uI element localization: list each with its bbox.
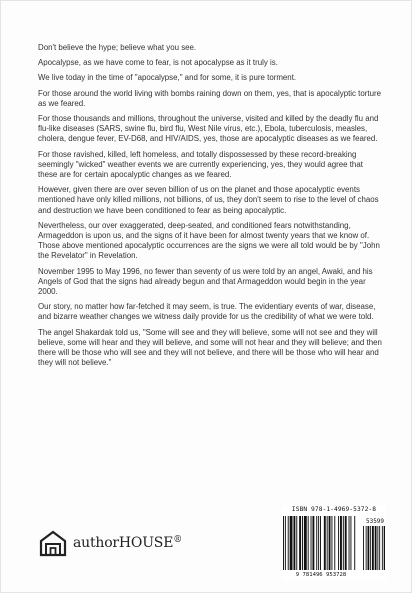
price-code: 53599 (365, 518, 385, 525)
barcode-number: 9 781496 953728 (295, 572, 347, 578)
barcode-bar (338, 516, 339, 570)
addon-bar (363, 526, 364, 570)
barcode-bar (349, 516, 350, 570)
barcode-bar (329, 516, 331, 570)
paragraph: Apocalypse, as we have come to fear, is not apocalypse as it truly is. (38, 58, 278, 68)
barcode-bar (334, 516, 335, 570)
barcode-bar (308, 516, 309, 570)
publisher-logo (38, 529, 182, 557)
barcode-bar (304, 516, 307, 570)
barcode-bar (318, 516, 319, 570)
barcode-bar (345, 516, 347, 570)
barcode-bar (324, 516, 326, 570)
addon-bar (370, 526, 371, 570)
publisher-name-text: authorHOUSE (73, 535, 174, 551)
paragraph: Don't believe the hype; believe what you see. (38, 43, 197, 52)
addon-bar (375, 526, 377, 570)
barcode-bar (288, 516, 289, 570)
barcode-bar (327, 516, 328, 570)
barcode-bar (285, 516, 286, 570)
isbn-barcode (282, 506, 386, 580)
addon-bar (366, 526, 367, 570)
paragraph: For those thousands and millions, throughout the universe, visited and killed by the deadly flu and flu-like diseases (SARS, swine flu, bird flu, West Nile virus, etc.), Ebola, tuberculosis, measles, cholera, dengue fever, EV-D68, and HIV/AIDS, yes, those are apocalyptic diseases as we feared. (38, 114, 379, 144)
barcode-bars (283, 516, 385, 572)
addon-bar (379, 526, 380, 570)
addon-bar (384, 526, 385, 570)
barcode-bar (340, 516, 342, 570)
barcode-bar (290, 516, 293, 570)
authorhouse-house-logo-icon (38, 529, 68, 557)
addon-bar (382, 526, 383, 570)
addon-bar (372, 526, 374, 570)
barcode-bar (311, 516, 312, 570)
publisher-name (73, 535, 182, 551)
barcode-bar (293, 516, 295, 570)
barcode-bar (350, 516, 351, 570)
barcode-bar (354, 516, 355, 570)
paragraph: The angel Shakardak told us, "Some will see and they will believe, some will not see and they will believe, some will hear and they will believe, and some will not hear and they will believe; and then there will be those who will see and they will not believe, and there will be those who will hear and they will not believe." (38, 327, 382, 368)
addon-bar (377, 526, 378, 570)
barcode-bar (299, 516, 301, 570)
barcode-bar (283, 516, 284, 570)
barcode-bar (320, 516, 321, 570)
barcode-bar (343, 516, 344, 570)
addon-bar (368, 526, 370, 570)
paragraph: Nevertheless, our over exaggerated, deep-seated, and conditioned fears notwithstanding, Armageddon is upon us, and the signs of it have been for almost twenty years that we know of. Those above mentioned apocalyptic occurrences are the signs we were all told would be by "John the Revelator" in Revelation. (38, 220, 380, 261)
paragraph: Our story, no matter how far-fetched it may seem, is true. The evidentiary events of war, disease, and bizarre weather changes we witness daily provide for us the credibility of what we were told. (38, 302, 376, 322)
barcode-bar (312, 516, 314, 570)
barcode-bar (302, 516, 303, 570)
paragraph: For those around the world living with bombs raining down on them, yes, that is apocalyptic torture as we feared. (38, 88, 381, 108)
paragraph: November 1995 to May 1996, no fewer than seventy of us were told by an angel, Awaki, and his Angels of God that the signs had already begun and that Armageddon would begin in the year 2000. (38, 266, 373, 297)
barcode-bar (316, 516, 317, 570)
isbn-label: ISBN 978-1-4969-5372-8 (291, 506, 377, 513)
paragraph: However, given there are over seven billion of us on the planet and those apocalyptic events mentioned have only killed millions, not billions, of us, they don't seem to rise to the level of chaos and destruction we have been conditioned to fear as being apocalyptic. (38, 185, 379, 215)
paragraph: We live today in the time of "apocalypse," and for some, it is pure torment. (38, 73, 297, 83)
barcode-bar (331, 516, 332, 570)
registered-mark: ® (173, 535, 183, 545)
barcode-bar (296, 516, 297, 570)
paragraph: For those ravished, killed, left homeless, and totally dispossessed by these record-breaking seemingly "wicked" weather events we are currently experiencing, yes, they would agree that these are for certain apocalyptic changes as we feared. (38, 149, 363, 180)
blurb-text (38, 43, 383, 373)
